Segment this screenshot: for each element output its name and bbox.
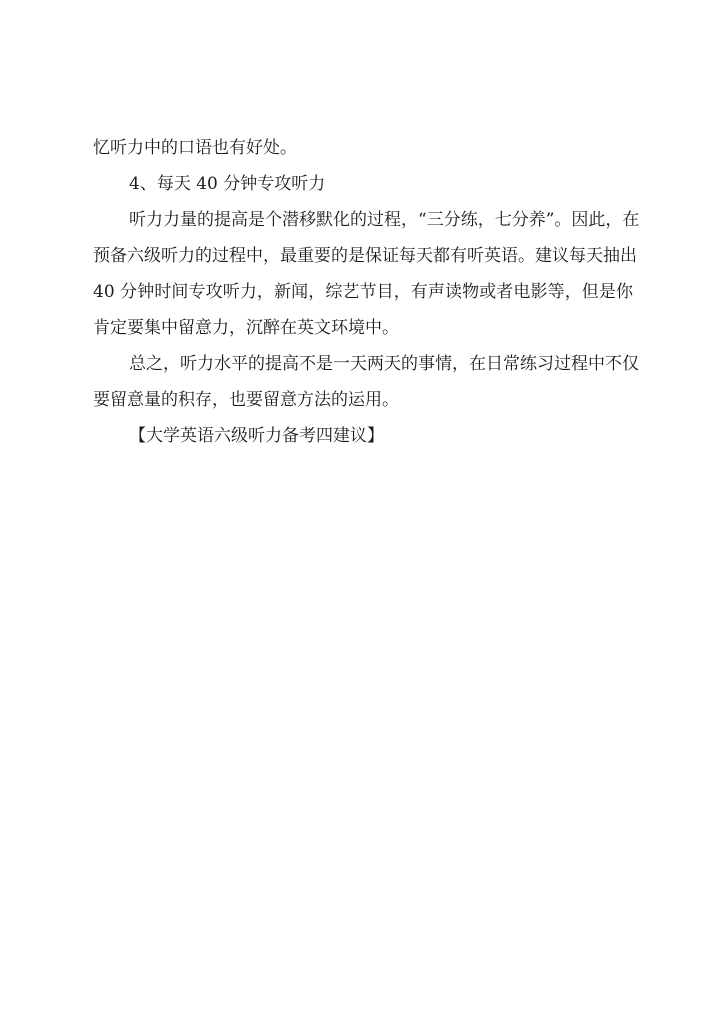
paragraph-line-continuation: 忆听力中的口语也有好处。 bbox=[93, 138, 297, 158]
document-footer-title: 【大学英语六级听力备考四建议】 bbox=[129, 426, 384, 446]
paragraph-line: 肯定要集中留意力，沉醉在英文环境中。 bbox=[93, 318, 399, 338]
document-body bbox=[93, 130, 640, 454]
section-heading-4: 4、每天 40 分钟专攻听力 bbox=[129, 174, 326, 194]
paragraph-line: 40 分钟时间专攻听力，新闻，综艺节目，有声读物或者电影等，但是你 bbox=[93, 282, 633, 302]
paragraph-line: 听力力量的提高是个潜移默化的过程，“三分练，七分养”。因此，在 bbox=[129, 210, 640, 230]
paragraph-line: 预备六级听力的过程中，最重要的是保证每天都有听英语。建议每天抽出 bbox=[93, 246, 637, 266]
summary-line: 要留意量的积存，也要留意方法的运用。 bbox=[93, 390, 399, 410]
summary-line: 总之，听力水平的提高不是一天两天的事情，在日常练习过程中不仅 bbox=[129, 354, 639, 374]
